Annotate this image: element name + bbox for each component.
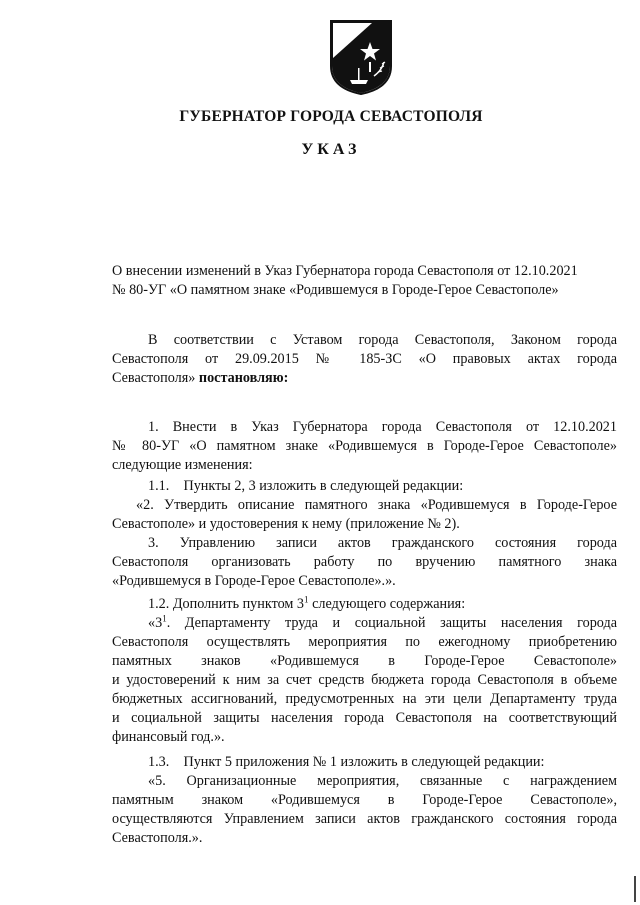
item-line <box>112 614 617 633</box>
scan-edge-mark <box>634 876 636 902</box>
item-1-2 <box>112 595 617 747</box>
item-text: . Департаменту труда и социальной защиты населения города <box>166 615 617 631</box>
preamble-line: В соответствии с Уставом города Севастополя, Законом города <box>148 332 617 348</box>
subject-line: О внесении изменений в Указ Губернатора города Севастополя от 12.10.2021 <box>112 263 578 279</box>
item-line: и удостоверений к ним за счет средств бюджета города Севастополя в объеме <box>112 672 617 688</box>
subject-line: № 80-УГ «О памятном знаке «Родившемуся в Городе-Герое Севастополе» <box>112 282 559 298</box>
item-line: финансовый год.». <box>112 729 225 745</box>
preamble-block <box>112 331 617 388</box>
item-line: Севастополя осуществлять мероприятия по ежегодному приобретению <box>112 634 617 650</box>
superscript: 1 <box>304 595 309 605</box>
item-line: следующие изменения: <box>112 457 253 473</box>
item-line: № 80-УГ «О памятном знаке «Родившемуся в Городе-Герое Севастополе» <box>112 438 617 454</box>
preamble-text: Севастополя» <box>112 370 196 386</box>
governor-title: ГУБЕРНАТОР ГОРОДА СЕВАСТОПОЛЯ <box>179 108 483 125</box>
item-text: следующего содержания: <box>308 596 466 612</box>
preamble-line <box>112 369 617 388</box>
item-line: памятных знаков «Родившемуся в Городе-Герое Севастополе» <box>112 653 617 669</box>
preamble-line: Севастополя от 29.09.2015 № 185-ЗС «О правовых актах города <box>112 351 617 367</box>
item-line: 3. Управлению записи актов гражданского состояния города <box>148 535 617 551</box>
item-line: памятным знаком «Родившемуся в Городе-Герое Севастополе», <box>112 792 617 808</box>
superscript: 1 <box>162 614 167 624</box>
item-line: бюджетных ассигнований, предусмотренных на эти цели Департаменту труда <box>112 691 617 707</box>
item-line: 1. Внести в Указ Губернатора города Севастополя от 12.10.2021 <box>148 419 617 435</box>
item-text: «3 <box>148 615 163 631</box>
item-line: Севастополя.». <box>112 830 203 846</box>
item-1 <box>112 418 617 475</box>
item-line: «Родившемуся в Городе-Герое Севастополе».». <box>112 573 396 589</box>
item-1-3 <box>112 753 617 848</box>
coat-of-arms-icon <box>328 18 394 96</box>
item-line: 1.3. Пункт 5 приложения № 1 изложить в следующей редакции: <box>148 754 545 770</box>
item-line: и социальной защиты населения города Севастополя на соответствующий <box>112 710 617 726</box>
subject-block <box>112 262 617 300</box>
item-line: Севастополе» и удостоверения к нему (приложение № 2). <box>112 516 460 532</box>
item-line: «5. Организационные мероприятия, связанные с награждением <box>148 773 617 789</box>
item-1-1 <box>112 477 617 591</box>
item-line <box>112 595 617 614</box>
item-line: осуществляются Управлением записи актов гражданского состояния города <box>112 811 617 827</box>
decree-verb: постановляю: <box>198 370 289 386</box>
item-line: 1.1. Пункты 2, 3 изложить в следующей редакции: <box>148 478 464 494</box>
document-type: УКАЗ <box>301 141 361 158</box>
item-line: «2. Утвердить описание памятного знака «Родившемуся в Городе-Герое <box>136 497 617 513</box>
item-line: Севастополя организовать работу по вручению памятного знака <box>112 554 617 570</box>
item-text: 1.2. Дополнить пунктом 3 <box>148 596 305 612</box>
